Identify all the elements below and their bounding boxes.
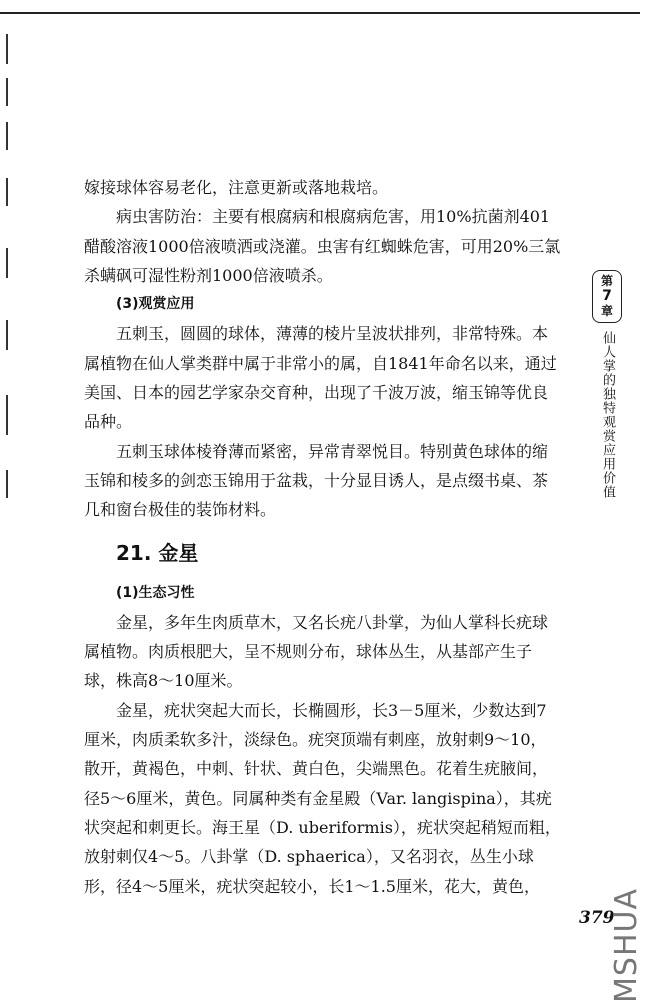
subheading: (1)生态习性 [116,584,195,601]
margin-mark [6,178,8,206]
header-rule [0,12,640,14]
margin-mark [6,395,8,435]
chapter-title: 仙人掌的独特观赏应用价值 [600,331,615,499]
paragraph: 嫁接球体容易老化，注意更新或落地栽培。 [84,178,389,197]
chapter-prefix: 第 [600,274,613,288]
margin-mark [6,320,8,350]
chapter-number: 7 [602,288,612,304]
margin-mark [6,78,8,106]
chapter-badge [592,270,622,323]
page-number: 379 [579,908,615,928]
body-text [84,173,562,901]
paragraph: 金星，疣状突起大而长，长椭圆形，长3－5厘米，少数达到7厘米，肉质柔软多汁，淡绿色。疣突顶端有刺座，放射刺9～10，散开，黄褐色，中刺、针状、黄白色，尖端黑色。花着生疣腋间，径5～6厘米，黄色。同属种类有金星殿（Var. langispina），其疣状突起和刺更长。海王星（D. uberiformis），疣状突起稍短而粗，放射刺仅4～5。八卦掌（D. sphaerica），又名羽衣，丛生小球形，径4～5厘米，疣状突起较小，长1～1.5厘米，花大，黄色， [84,700,561,896]
chapter-sidebar [585,270,629,499]
paragraph: 金星，多年生肉质草木，又名长疣八卦掌，为仙人掌科长疣球属植物。肉质根肥大，呈不规则分布，球体丛生，从基部产生子球，株高8～10厘米。 [84,612,549,691]
paragraph: 五刺玉球体棱脊薄而紧密，异常青翠悦目。特别黄色球体的缩玉锦和棱多的剑恋玉锦用于盆栽，十分显目诱人，是点缀书桌、茶几和窗台极佳的装饰材料。 [84,441,549,520]
paragraph: 病虫害防治：主要有根腐病和根腐病危害，用10%抗菌剂401醋酸溶液1000倍液喷洒或浇灌。虫害有红蜘蛛危害，可用20%三氯杀螨砜可湿性粉剂1000倍液喷杀。 [84,207,561,285]
margin-mark [6,122,8,150]
watermark: MSHUA [609,888,644,1003]
paragraph: 五刺玉，圆圆的球体，薄薄的棱片呈波状排列，非常特殊。本属植物在仙人掌类群中属于非常小的属，自1841年命名以来，通过美国、日本的园艺学家杂交育种，出现了千波万波，缩玉锦等优良品种。 [84,324,557,432]
margin-mark [6,248,8,278]
chapter-suffix: 章 [600,304,613,318]
section-title: 21. 金星 [116,540,199,565]
subheading: (3)观赏应用 [116,296,195,313]
margin-mark [6,470,8,498]
margin-mark [6,34,8,64]
